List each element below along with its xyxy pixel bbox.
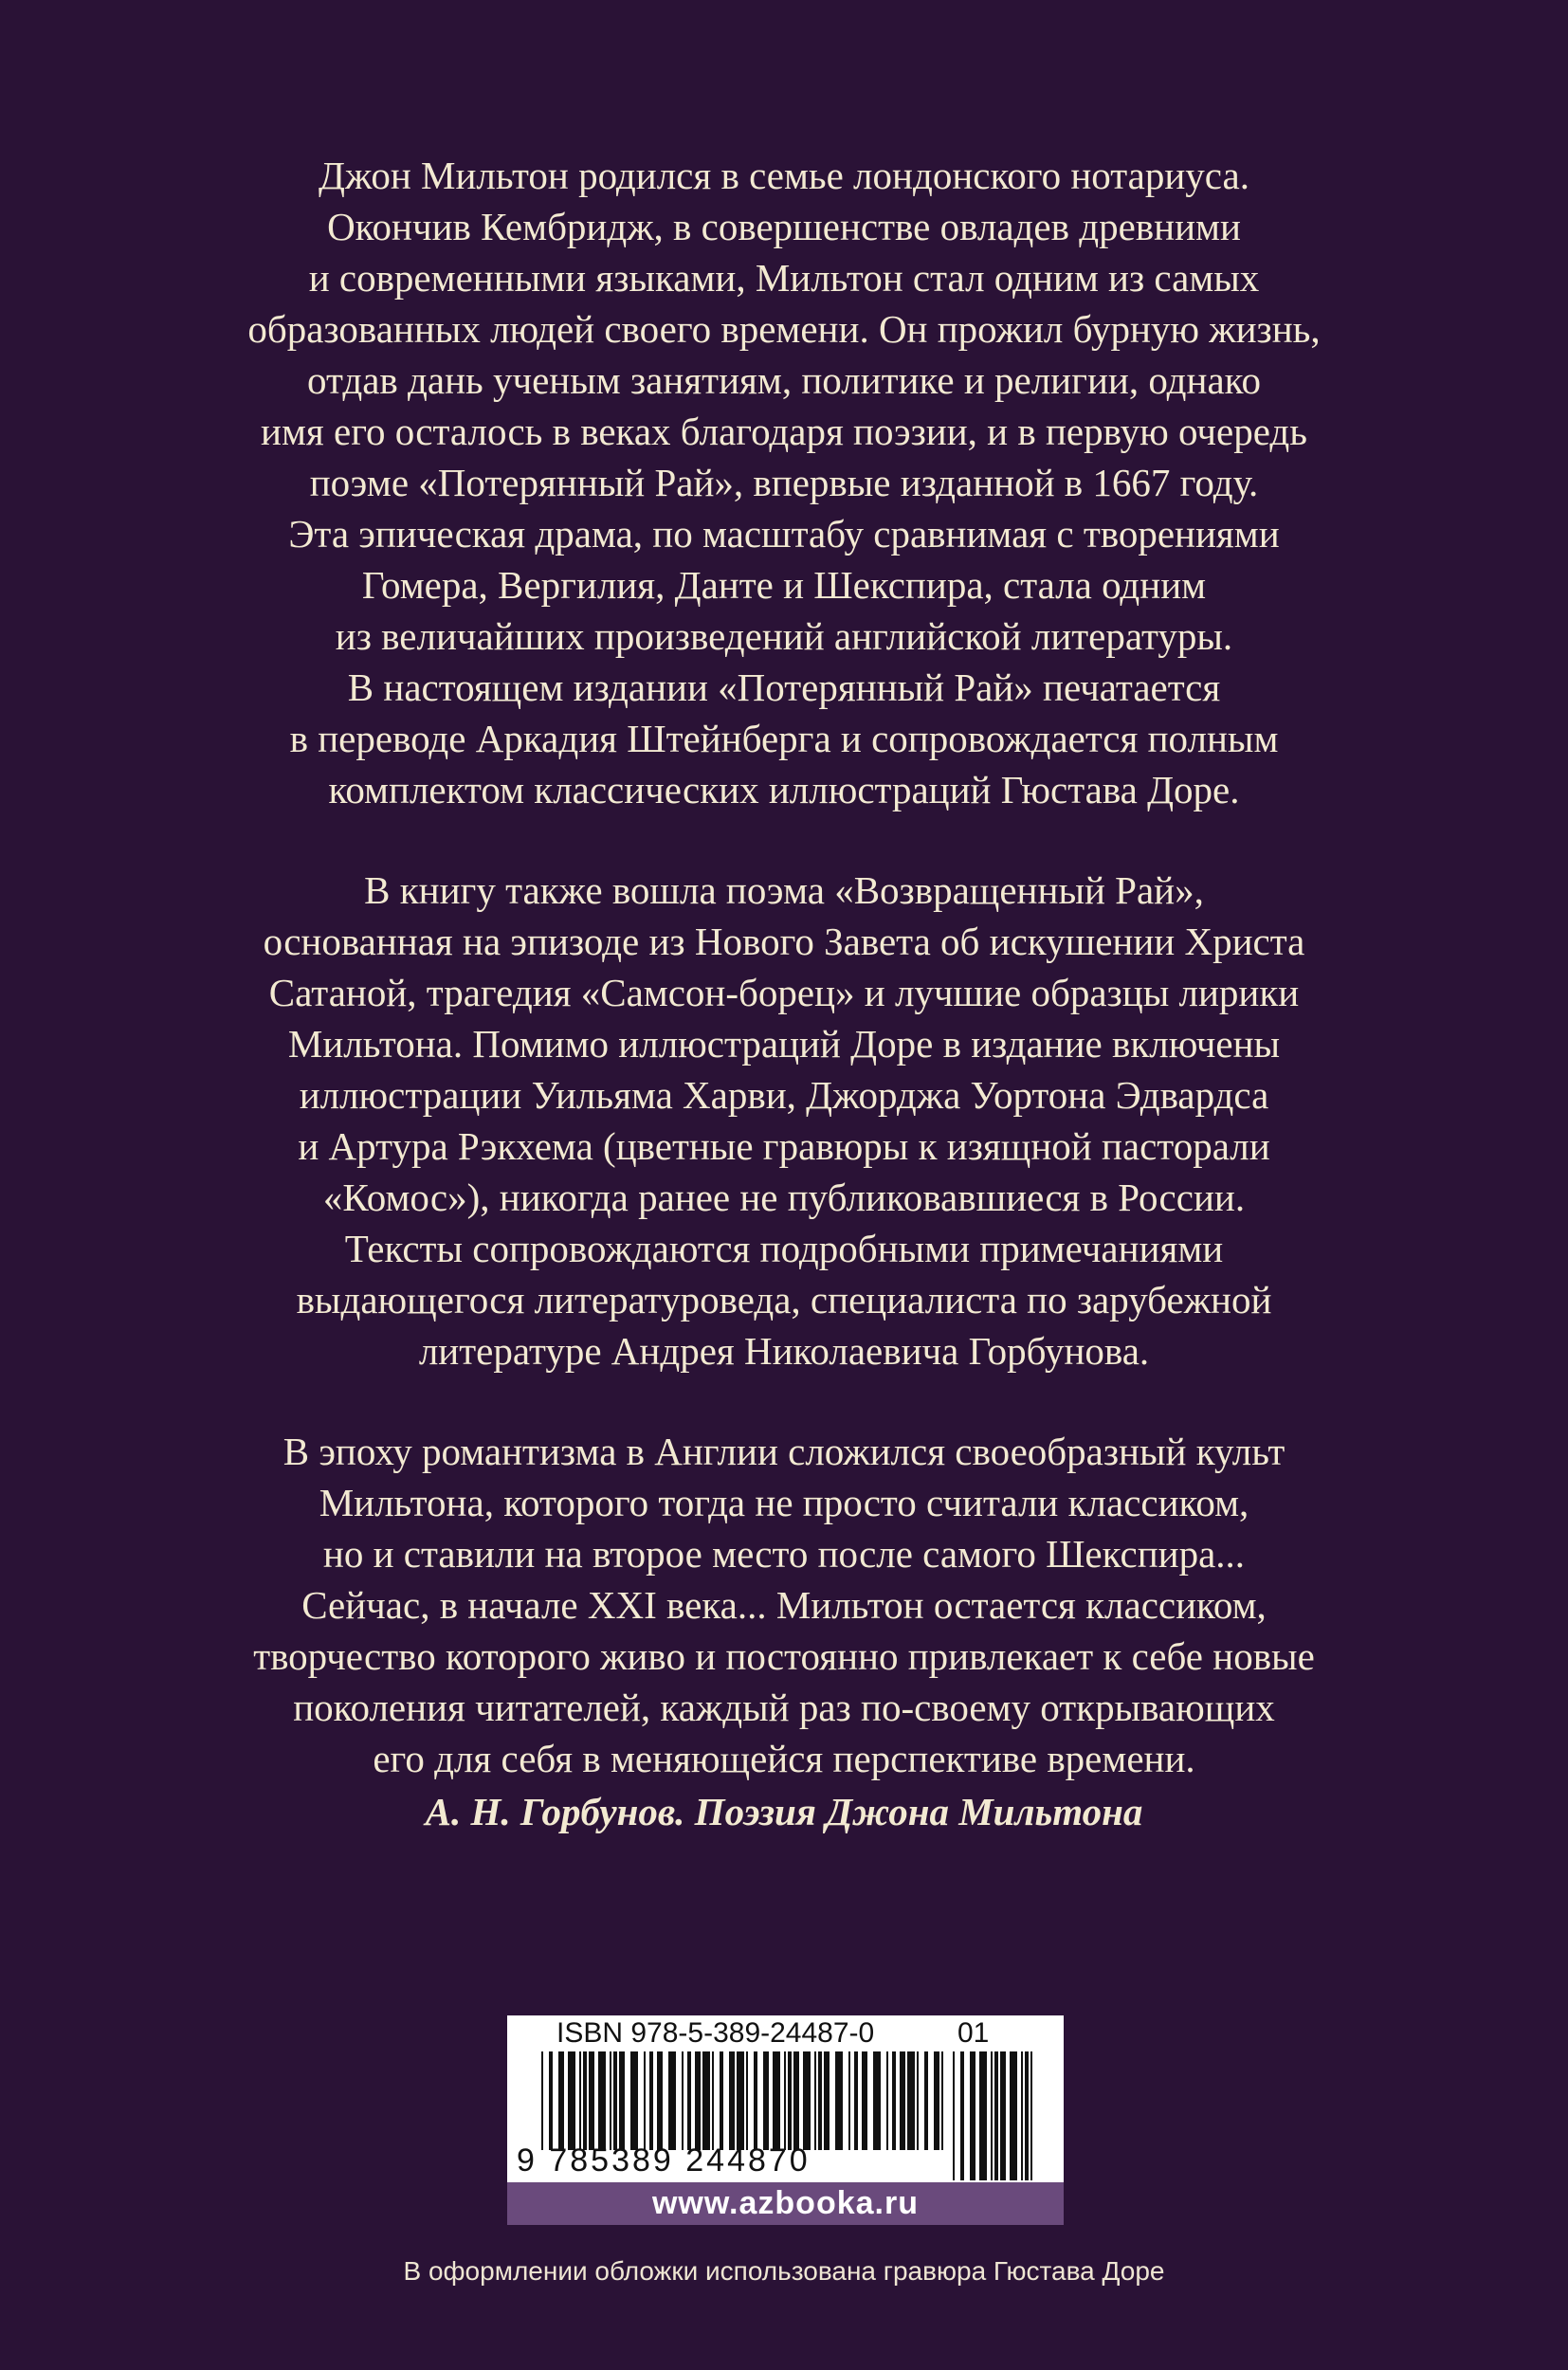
text-line: и современными языками, Мильтон стал одним из самых [308, 256, 1260, 300]
isbn-label: ISBN 978-5-389-24487-0 [556, 2017, 875, 2049]
text-line: Сатаной, трагедия «Самсон-борец» и лучшие образцы лирики [268, 971, 1300, 1014]
text-line: В книгу также вошла поэма «Возвращенный Рай», [364, 868, 1204, 912]
barcode-addon-bars-icon [953, 2051, 1032, 2180]
text-line: из величайших произведений английской литературы. [335, 614, 1233, 658]
barcode-digits: 9 785389 244870 [517, 2142, 811, 2179]
text-line: творчество которого живо и постоянно привлекает к себе новые [253, 1634, 1315, 1678]
text-line: основанная на эпизоде из Нового Завета об искушении Христа [263, 920, 1305, 963]
text-line: образованных людей своего времени. Он прожил бурную жизнь, [247, 307, 1321, 351]
text-line: Эта эпическая драма, по масштабу сравнимая с творениями [288, 512, 1280, 556]
text-line: и Артура Рэкхема (цветные гравюры к изящной пасторали [298, 1124, 1270, 1168]
text-line: Тексты сопровождаются подробными примечаниями [344, 1227, 1224, 1270]
paragraph-1 [142, 150, 1426, 815]
paragraph-3 [142, 1426, 1426, 1784]
text-line: Окончив Кембридж, в совершенстве овладев древними [327, 205, 1241, 248]
text-line: Мильтона. Помимо иллюстраций Доре в издание включены [287, 1022, 1281, 1066]
barcode-addon-code: 01 [957, 2017, 990, 2049]
isbn-barcode [507, 2015, 1064, 2182]
text-line: Сейчас, в начале XXI века... Мильтон остается классиком, [301, 1583, 1267, 1627]
text-line: его для себя в меняющейся перспективе времени. [373, 1737, 1195, 1780]
text-line: Гомера, Вергилия, Данте и Шекспира, стала одним [361, 563, 1207, 607]
text-line: поколения читателей, каждый раз по-своему открывающих [293, 1686, 1275, 1729]
annotation-text [142, 150, 1426, 1837]
publisher-website: www.azbooka.ru [507, 2182, 1064, 2225]
text-line: но и ставили на второе место после самого Шекспира... [322, 1532, 1246, 1576]
cover-credit: В оформлении обложки использована гравюра Гюстава Доре [403, 2256, 1165, 2286]
text-line: «Комос»), никогда ранее не публиковавшиеся в России. [322, 1176, 1246, 1219]
text-line: Джон Мильтон родился в семье лондонского нотариуса. [319, 154, 1249, 197]
text-line: в переводе Аркадия Штейнберга и сопровождается полным [289, 717, 1279, 760]
barcode-bars-icon [541, 2051, 943, 2150]
text-line: В настоящем издании «Потерянный Рай» печатается [347, 665, 1221, 709]
text-line: литературе Андрея Николаевича Горбунова. [418, 1329, 1150, 1373]
text-line: имя его осталось в веках благодаря поэзии, и в первую очередь [261, 410, 1307, 453]
paragraph-2 [142, 865, 1426, 1376]
text-line: отдав дань ученым занятиям, политике и религии, однако [307, 358, 1261, 402]
text-line: поэме «Потерянный Рай», впервые изданной в 1667 году. [309, 461, 1259, 504]
quote-attribution: А. Н. Горбунов. Поэзия Джона Мильтона [425, 1790, 1143, 1833]
text-line: В эпоху романтизма в Англии сложился своеобразный культ [283, 1430, 1285, 1473]
text-line: иллюстрации Уильяма Харви, Джорджа Уортона Эдвардса [299, 1073, 1269, 1117]
text-line: выдающегося литературоведа, специалиста по зарубежной [296, 1278, 1272, 1322]
text-line: комплектом классических иллюстраций Гюстава Доре. [328, 768, 1240, 811]
text-line: Мильтона, которого тогда не просто считали классиком, [319, 1481, 1249, 1524]
